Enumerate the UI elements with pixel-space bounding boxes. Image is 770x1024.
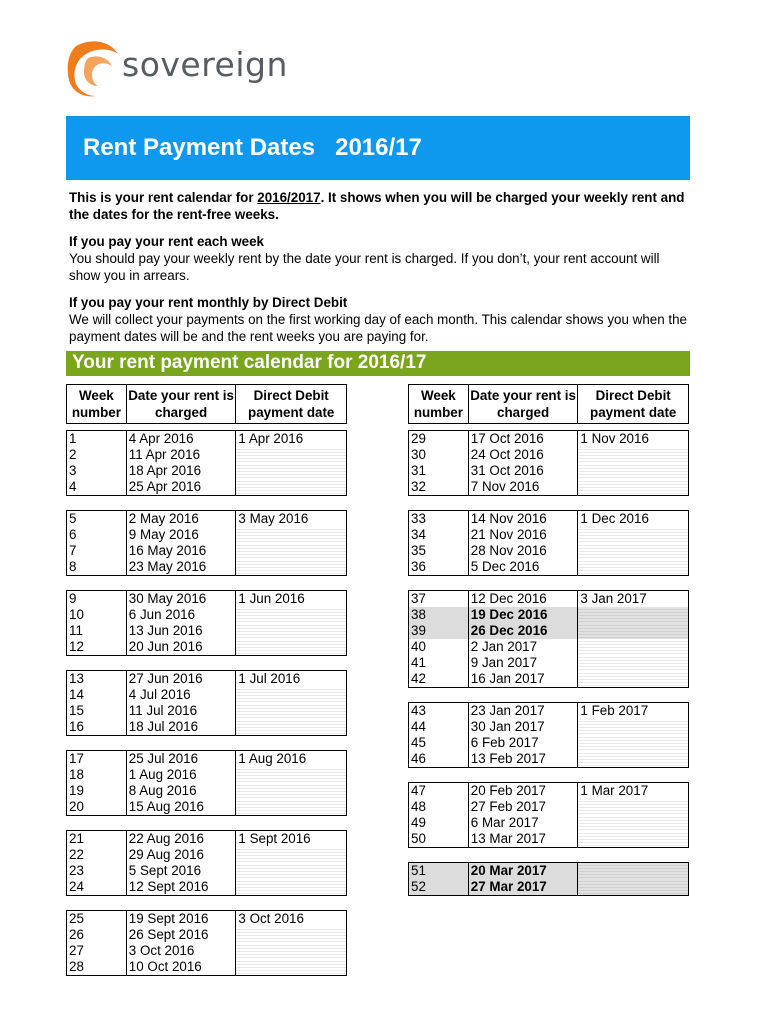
week-number-cell: 4 [67,479,127,495]
col-week-number: Week number [67,385,127,423]
weekly-heading: If you pay your rent each week [69,234,264,249]
direct-debit-cell: 1 Feb 2017 [580,703,649,718]
charge-date-cell: 20 Feb 2017 [469,783,579,799]
week-number-cell: 15 [67,703,127,719]
direct-debit-cell: 1 Jun 2016 [238,591,305,606]
table-row [67,623,346,639]
table-row [67,703,346,719]
calendar-group [66,750,347,816]
direct-debit-cell: 1 Apr 2016 [238,431,304,446]
left-table-header [66,384,347,424]
charge-date-cell: 27 Mar 2017 [469,879,579,895]
table-row-rent-free [409,623,688,639]
week-number-cell: 50 [409,831,469,847]
table-row [67,719,346,735]
table-row [67,591,346,607]
table-row [67,479,346,495]
charge-date-cell: 19 Dec 2016 [469,607,579,623]
table-row [67,879,346,895]
direct-debit-cell [236,783,346,799]
direct-debit-cell [236,639,346,655]
table-row [67,927,346,943]
week-number-cell: 3 [67,463,127,479]
week-number-cell: 30 [409,447,469,463]
direct-debit-cell [578,607,688,623]
direct-debit-cell [578,879,688,895]
week-number-cell: 47 [409,783,469,799]
charge-date-cell: 25 Jul 2016 [127,751,237,767]
direct-debit-cell [578,527,688,543]
col-week-number: Week number [409,385,469,423]
charge-date-cell: 30 Jan 2017 [469,719,579,735]
table-row [67,639,346,655]
week-number-cell: 43 [409,703,469,719]
monthly-text: We will collect your payments on the first working day of each month. This calendar shows you when the payment dates will be and the rent weeks you are paying for. [69,312,688,344]
charge-date-cell: 9 May 2016 [127,527,237,543]
table-row [67,751,346,767]
week-number-cell: 17 [67,751,127,767]
title-banner [66,116,690,180]
charge-date-cell: 23 Jan 2017 [469,703,579,719]
table-row [67,671,346,687]
calendar-group [66,510,347,576]
charge-date-cell: 18 Jul 2016 [127,719,237,735]
table-row [67,943,346,959]
week-number-cell: 14 [67,687,127,703]
calendar-group [408,430,689,496]
charge-date-cell: 24 Oct 2016 [469,447,579,463]
week-number-cell: 6 [67,527,127,543]
direct-debit-cell [236,863,346,879]
week-number-cell: 10 [67,607,127,623]
table-row [409,639,688,655]
direct-debit-cell: 1 Nov 2016 [580,431,649,446]
table-row [67,783,346,799]
table-row [409,735,688,751]
direct-debit-cell [236,479,346,495]
weekly-text: You should pay your weekly rent by the date your rent is charged. If you don’t, your rent account will show you in arrears. [69,251,660,283]
monthly-section [69,294,689,345]
charge-date-cell: 6 Mar 2017 [469,815,579,831]
week-number-cell: 7 [67,543,127,559]
table-row [67,767,346,783]
charge-date-cell: 13 Mar 2017 [469,831,579,847]
charge-date-cell: 8 Aug 2016 [127,783,237,799]
charge-date-cell: 25 Apr 2016 [127,479,237,495]
right-table-header [408,384,689,424]
table-row [409,671,688,687]
week-number-cell: 21 [67,831,127,847]
charge-date-cell: 29 Aug 2016 [127,847,237,863]
week-number-cell: 45 [409,735,469,751]
table-row [409,751,688,767]
table-row [67,831,346,847]
direct-debit-cell: 3 May 2016 [238,511,309,526]
charge-date-cell: 9 Jan 2017 [469,655,579,671]
week-number-cell: 38 [409,607,469,623]
charge-date-cell: 11 Apr 2016 [127,447,237,463]
table-row [409,447,688,463]
direct-debit-cell [578,831,688,847]
charge-date-cell: 5 Sept 2016 [127,863,237,879]
intro-text [69,189,689,355]
table-row [409,703,688,719]
week-number-cell: 26 [67,927,127,943]
week-number-cell: 39 [409,623,469,639]
intro-paragraph: This is your rent calendar for 2016/2017. It shows when you will be charged your weekly rent and the dates for the rent-free weeks. [69,190,685,222]
week-number-cell: 27 [67,943,127,959]
charge-date-cell: 20 Mar 2017 [469,863,579,879]
week-number-cell: 2 [67,447,127,463]
direct-debit-cell [236,927,346,943]
table-row [67,911,346,927]
direct-debit-cell [578,543,688,559]
direct-debit-cell [236,879,346,895]
direct-debit-cell [578,655,688,671]
week-number-cell: 42 [409,671,469,687]
direct-debit-cell: 3 Jan 2017 [580,591,647,606]
direct-debit-cell [578,559,688,575]
table-row [409,655,688,671]
week-number-cell: 13 [67,671,127,687]
charge-date-cell: 12 Sept 2016 [127,879,237,895]
week-number-cell: 16 [67,719,127,735]
charge-date-cell: 1 Aug 2016 [127,767,237,783]
week-number-cell: 12 [67,639,127,655]
week-number-cell: 36 [409,559,469,575]
week-number-cell: 52 [409,879,469,895]
direct-debit-cell [578,671,688,687]
charge-date-cell: 3 Oct 2016 [127,943,237,959]
weekly-section [69,233,689,284]
direct-debit-cell: 1 Sept 2016 [238,831,311,846]
week-number-cell: 41 [409,655,469,671]
direct-debit-cell [236,719,346,735]
logo-wordmark: sovereign [122,45,288,84]
table-row [67,463,346,479]
direct-debit-cell [236,847,346,863]
direct-debit-cell [578,863,688,879]
week-number-cell: 37 [409,591,469,607]
table-row [409,431,688,447]
charge-date-cell: 26 Dec 2016 [469,623,579,639]
charge-date-cell: 17 Oct 2016 [469,431,579,447]
week-number-cell: 28 [67,959,127,975]
calendar-group [408,862,689,896]
calendar-group [408,590,689,688]
table-row [67,543,346,559]
charge-date-cell: 31 Oct 2016 [469,463,579,479]
charge-date-cell: 4 Jul 2016 [127,687,237,703]
charge-date-cell: 22 Aug 2016 [127,831,237,847]
charge-date-cell: 13 Feb 2017 [469,751,579,767]
charge-date-cell: 26 Sept 2016 [127,927,237,943]
monthly-heading: If you pay your rent monthly by Direct Debit [69,295,348,310]
charge-date-cell: 30 May 2016 [127,591,237,607]
table-row [409,719,688,735]
calendar-group [66,670,347,736]
calendar-group [66,430,347,496]
table-row-rent-free [409,607,688,623]
week-number-cell: 32 [409,479,469,495]
direct-debit-cell: 1 Jul 2016 [238,671,301,686]
direct-debit-cell [578,751,688,767]
table-row [409,831,688,847]
table-row [67,959,346,975]
charge-date-cell: 11 Jul 2016 [127,703,237,719]
charge-date-cell: 5 Dec 2016 [469,559,579,575]
week-number-cell: 19 [67,783,127,799]
table-row [409,591,688,607]
direct-debit-cell [236,447,346,463]
charge-date-cell: 2 Jan 2017 [469,639,579,655]
charge-date-cell: 16 Jan 2017 [469,671,579,687]
table-row [67,687,346,703]
calendar-group [66,830,347,896]
table-row [409,463,688,479]
table-row [409,815,688,831]
charge-date-cell: 16 May 2016 [127,543,237,559]
direct-debit-cell [236,799,346,815]
week-number-cell: 11 [67,623,127,639]
charge-date-cell: 14 Nov 2016 [469,511,579,527]
table-row [409,543,688,559]
direct-debit-cell [236,527,346,543]
direct-debit-cell [236,703,346,719]
sovereign-swirl-icon [66,40,120,98]
table-row-rent-free [409,879,688,895]
direct-debit-cell: 3 Oct 2016 [238,911,304,926]
charge-date-cell: 15 Aug 2016 [127,799,237,815]
table-row [67,847,346,863]
week-number-cell: 24 [67,879,127,895]
col-date-charged: Date your rent is charged [127,385,237,423]
week-number-cell: 9 [67,591,127,607]
week-number-cell: 8 [67,559,127,575]
direct-debit-cell [578,735,688,751]
week-number-cell: 20 [67,799,127,815]
week-number-cell: 5 [67,511,127,527]
calendar-heading: Your rent payment calendar for 2016/17 [72,352,427,373]
week-number-cell: 23 [67,863,127,879]
direct-debit-cell [578,815,688,831]
page-title: Rent Payment Dates 2016/17 [83,134,422,161]
charge-date-cell: 6 Jun 2016 [127,607,237,623]
table-row [409,511,688,527]
direct-debit-cell [236,959,346,975]
table-row [409,527,688,543]
week-number-cell: 46 [409,751,469,767]
charge-date-cell: 18 Apr 2016 [127,463,237,479]
charge-date-cell: 4 Apr 2016 [127,431,237,447]
week-number-cell: 1 [67,431,127,447]
calendar-group [408,510,689,576]
week-number-cell: 51 [409,863,469,879]
table-row [409,799,688,815]
table-row [67,863,346,879]
charge-date-cell: 21 Nov 2016 [469,527,579,543]
table-row [67,527,346,543]
col-direct-debit: Direct Debit payment date [248,388,335,420]
calendar-group [66,910,347,976]
table-row [67,607,346,623]
direct-debit-cell [236,623,346,639]
charge-date-cell: 6 Feb 2017 [469,735,579,751]
direct-debit-cell [236,463,346,479]
table-row [67,447,346,463]
week-number-cell: 34 [409,527,469,543]
charge-date-cell: 10 Oct 2016 [127,959,237,975]
charge-date-cell: 20 Jun 2016 [127,639,237,655]
charge-date-cell: 7 Nov 2016 [469,479,579,495]
intro-year: 2016/2017 [257,190,321,205]
week-number-cell: 48 [409,799,469,815]
charge-date-cell: 27 Jun 2016 [127,671,237,687]
charge-date-cell: 2 May 2016 [127,511,237,527]
week-number-cell: 40 [409,639,469,655]
direct-debit-cell: 1 Aug 2016 [238,751,307,766]
col-direct-debit: Direct Debit payment date [590,388,677,420]
direct-debit-cell [578,447,688,463]
week-number-cell: 35 [409,543,469,559]
direct-debit-cell [236,767,346,783]
table-row [409,559,688,575]
week-number-cell: 18 [67,767,127,783]
week-number-cell: 49 [409,815,469,831]
week-number-cell: 22 [67,847,127,863]
direct-debit-cell [578,463,688,479]
table-row [67,559,346,575]
week-number-cell: 33 [409,511,469,527]
direct-debit-cell [578,719,688,735]
week-number-cell: 44 [409,719,469,735]
direct-debit-cell [236,607,346,623]
charge-date-cell: 19 Sept 2016 [127,911,237,927]
calendar-group [408,782,689,848]
direct-debit-cell [236,559,346,575]
charge-date-cell: 23 May 2016 [127,559,237,575]
table-row [409,479,688,495]
calendar-group [408,702,689,768]
title-year: 2016/17 [335,134,422,161]
table-row [67,431,346,447]
charge-date-cell: 28 Nov 2016 [469,543,579,559]
calendar-group [66,590,347,656]
direct-debit-cell: 1 Mar 2017 [580,783,649,798]
direct-debit-cell [578,639,688,655]
calendar-heading-bar [66,351,690,376]
table-row [409,783,688,799]
direct-debit-cell [578,799,688,815]
col-date-charged: Date your rent is charged [469,385,579,423]
week-number-cell: 25 [67,911,127,927]
direct-debit-cell: 1 Dec 2016 [580,511,649,526]
charge-date-cell: 12 Dec 2016 [469,591,579,607]
direct-debit-cell [236,543,346,559]
table-row [67,511,346,527]
direct-debit-cell [578,479,688,495]
charge-date-cell: 13 Jun 2016 [127,623,237,639]
week-number-cell: 31 [409,463,469,479]
direct-debit-cell [236,943,346,959]
table-row [67,799,346,815]
direct-debit-cell [578,623,688,639]
direct-debit-cell [236,687,346,703]
week-number-cell: 29 [409,431,469,447]
charge-date-cell: 27 Feb 2017 [469,799,579,815]
table-row-rent-free [409,863,688,879]
